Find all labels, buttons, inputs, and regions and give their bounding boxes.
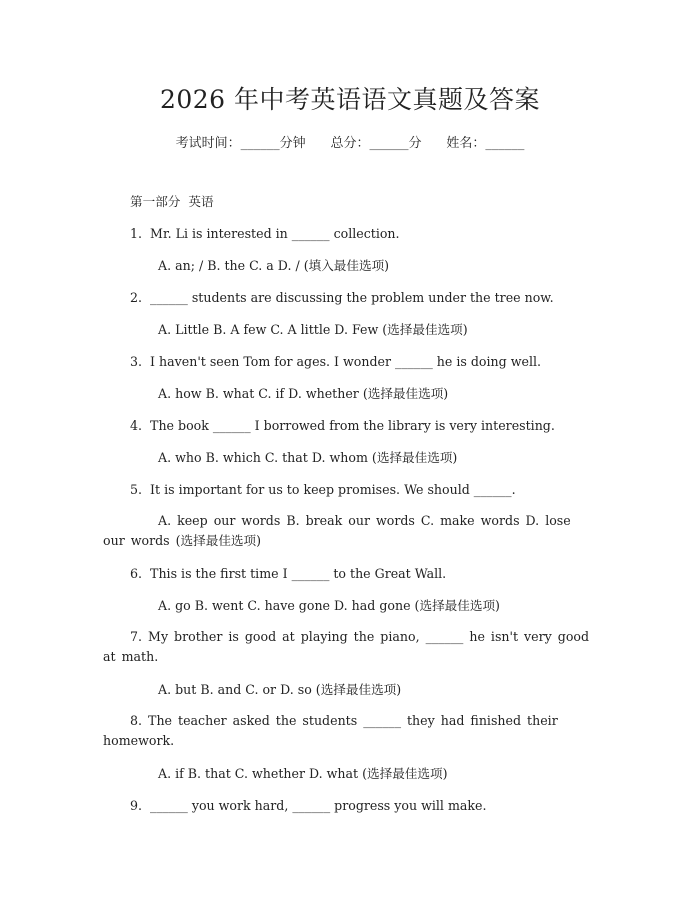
question-6-options: A. go B. went C. have gone D. had gone (选择最佳选项) xyxy=(158,598,500,613)
time-unit: 分钟 xyxy=(279,136,306,151)
question-1-options: A. an; / B. the C. a D. / (填入最佳选项) xyxy=(158,258,390,273)
name-label: 姓名： xyxy=(446,136,486,151)
question-stem: This is the first time I ______ to the Great Wall. xyxy=(150,566,447,581)
question-number: 3. xyxy=(130,354,143,369)
time-blank: ______ xyxy=(240,136,280,151)
question-number: 8. xyxy=(130,713,143,728)
question-number: 7. xyxy=(130,629,143,644)
question-stem: The teacher asked the students ______ they had finished their homework. xyxy=(103,713,558,748)
question-stem: The book ______ I borrowed from the library is very interesting. xyxy=(150,418,555,433)
question-number: 2. xyxy=(130,290,143,305)
score-blank: ______ xyxy=(369,136,409,151)
question-stem: ______ students are discussing the problem under the tree now. xyxy=(150,290,554,305)
question-stem: ______ you work hard, ______ progress you will make. xyxy=(150,798,487,813)
section-heading: 第一部分 英语 xyxy=(130,194,214,209)
question-8 xyxy=(103,711,591,751)
question-number: 4. xyxy=(130,418,143,433)
question-1 xyxy=(130,224,400,244)
question-5 xyxy=(130,480,516,500)
question-number: 1. xyxy=(130,226,143,241)
question-3 xyxy=(130,352,541,372)
name-blank: ______ xyxy=(485,136,525,151)
question-stem: My brother is good at playing the piano, ______ he isn't very good at math. xyxy=(103,629,590,664)
question-7-options: A. but B. and C. or D. so (选择最佳选项) xyxy=(158,682,402,697)
exam-meta xyxy=(0,132,700,151)
question-number: 6. xyxy=(130,566,143,581)
time-label: 考试时间： xyxy=(175,136,241,151)
question-8-options: A. if B. that C. whether D. what (选择最佳选项) xyxy=(158,766,448,781)
question-7 xyxy=(103,627,591,667)
question-4-options: A. who B. which C. that D. whom (选择最佳选项) xyxy=(158,450,458,465)
question-stem: It is important for us to keep promises. We should ______. xyxy=(150,482,516,497)
question-stem: Mr. Li is interested in ______ collection. xyxy=(150,226,400,241)
question-stem: I haven't seen Tom for ages. I wonder ______ he is doing well. xyxy=(150,354,542,369)
question-3-options: A. how B. what C. if D. whether (选择最佳选项) xyxy=(158,386,449,401)
score-label: 总分： xyxy=(330,136,370,151)
page-title: 2026 年中考英语语文真题及答案 xyxy=(159,85,541,114)
question-number: 9. xyxy=(130,798,143,813)
question-5-options: A. keep our words B. break our words C. make words D. lose our words (选择最佳选项) xyxy=(103,513,571,548)
question-number: 5. xyxy=(130,482,143,497)
question-9 xyxy=(130,796,487,816)
question-6 xyxy=(130,564,446,584)
question-2 xyxy=(130,288,554,308)
question-4 xyxy=(130,416,555,436)
question-2-options: A. Little B. A few C. A little D. Few (选择最佳选项) xyxy=(158,322,468,337)
score-unit: 分 xyxy=(408,136,422,151)
